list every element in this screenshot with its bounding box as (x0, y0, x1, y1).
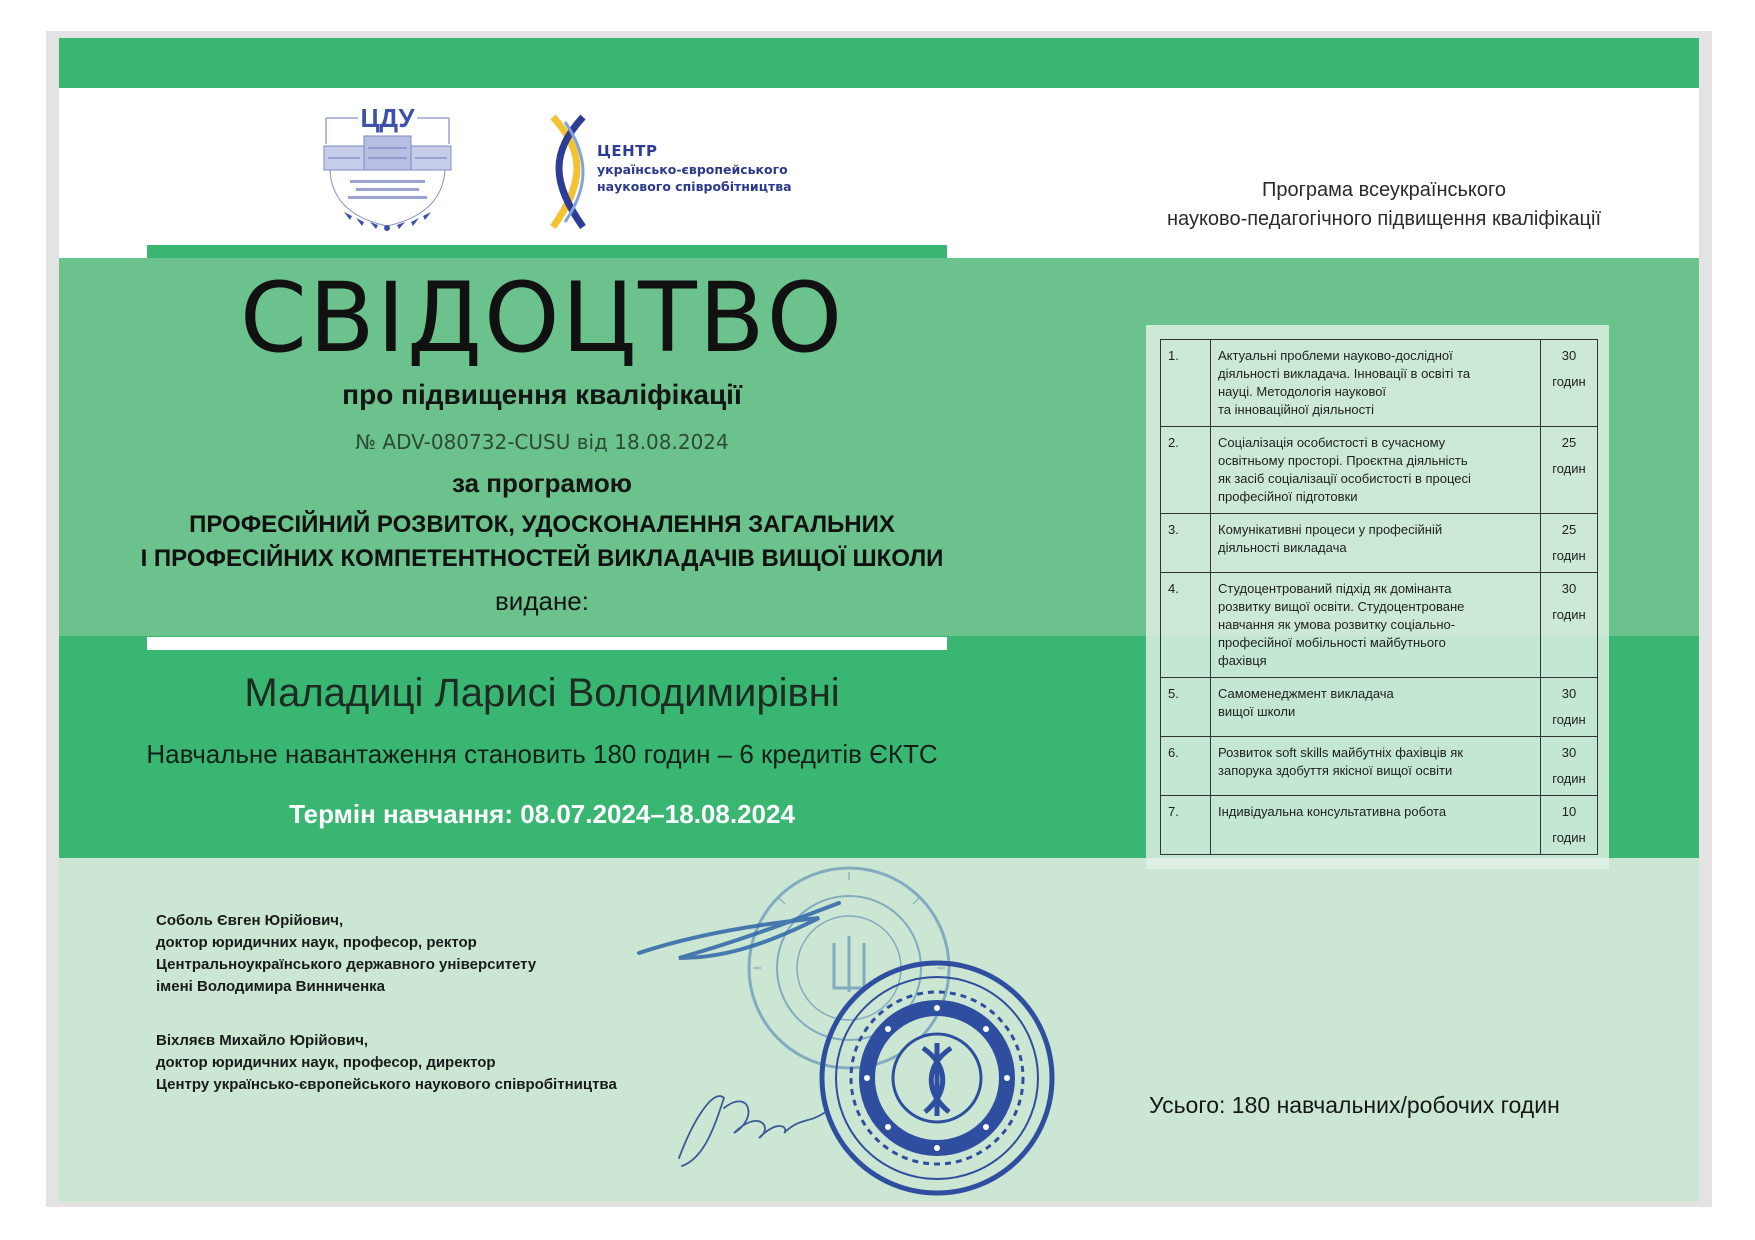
module-hours-value: 30 (1561, 745, 1577, 760)
module-row (1161, 678, 1598, 737)
module-number (1161, 427, 1211, 514)
module-topic-line: вищої школи (1218, 704, 1296, 719)
module-topic-line: діяльності викладача. Інновації в освіті та (1218, 366, 1471, 381)
module-hours-value: 30 (1561, 581, 1577, 596)
module-hours-value: 30 (1561, 348, 1577, 363)
module-number (1161, 340, 1211, 427)
certificate-title: СВІДОЦТВО (239, 262, 845, 374)
module-row (1161, 573, 1598, 678)
center-logo-text (597, 142, 792, 195)
module-topic (1211, 796, 1541, 855)
module-hours (1541, 796, 1598, 855)
module-row (1161, 796, 1598, 855)
module-topic-line: освітньому просторі. Проєктна діяльність (1218, 453, 1468, 468)
signer-name: Соболь Євген Юрійович, (156, 912, 344, 929)
signer-name: Віхляєв Михайло Юрійович, (156, 1032, 369, 1049)
workload-text: Навчальне навантаження становить 180 годин – 6 кредитів ЄКТС (146, 739, 938, 769)
signer-director (156, 1030, 676, 1096)
module-topic (1211, 573, 1541, 678)
program-heading-line1: Програма всеукраїнського (1262, 179, 1506, 201)
university-building-icon (320, 104, 455, 236)
top-green-band (59, 38, 1699, 88)
module-topic (1211, 514, 1541, 573)
module-topic (1211, 340, 1541, 427)
module-row (1161, 514, 1598, 573)
module-number-text: 7. (1168, 804, 1179, 819)
module-hours-unit: годин (1552, 712, 1586, 727)
module-topic-line: Актуальні проблеми науково-дослідної (1218, 348, 1453, 363)
module-number-text: 4. (1168, 581, 1179, 596)
signer-organization: Центральноукраїнського державного університету (156, 956, 537, 973)
module-hours (1541, 737, 1598, 796)
certificate (59, 38, 1699, 1202)
module-topic (1211, 427, 1541, 514)
study-term: Термін навчання: 08.07.2024–18.08.2024 (289, 799, 795, 829)
module-hours-unit: годин (1552, 461, 1586, 476)
recipient-name: Маладиці Ларисі Володимирівні (244, 671, 840, 715)
module-number (1161, 796, 1211, 855)
center-logo-helix-icon (545, 112, 591, 232)
signer-degree: доктор юридичних наук, професор, ректор (156, 934, 477, 951)
module-topic-line: запорука здобуття якісної вищої освіти (1218, 763, 1453, 778)
module-topic-line: фахівця (1218, 653, 1267, 668)
module-row (1161, 427, 1598, 514)
module-topic-line: Студоцентрований підхід як домінанта (1218, 581, 1452, 596)
module-number (1161, 678, 1211, 737)
center-logo (545, 112, 845, 232)
module-topic-line: Соціалізація особистості в сучасному (1218, 435, 1446, 450)
module-topic-line: Самоменеджмент викладача (1218, 686, 1394, 701)
program-heading-line2: науково-педагогічного підвищення кваліфікації (1167, 208, 1601, 230)
issued-label: видане: (494, 586, 589, 616)
center-logo-line1: ЦЕНТР (597, 142, 658, 160)
signer-organization-cont: імені Володимира Винниченка (156, 978, 386, 995)
certificate-number: № ADV-080732-CUSU від 18.08.2024 (355, 430, 729, 454)
module-hours-unit: годин (1552, 771, 1586, 786)
module-topic (1211, 737, 1541, 796)
module-row (1161, 737, 1598, 796)
module-topic-line: професійної підготовки (1218, 489, 1358, 504)
total-hours: Усього: 180 навчальних/робочих годин (1149, 1092, 1560, 1118)
module-topic-line: Індивідуальна консультативна робота (1218, 804, 1447, 819)
module-topic-line: діяльності викладача (1218, 540, 1347, 555)
module-hours-unit: годин (1552, 830, 1586, 845)
module-hours-value: 25 (1561, 522, 1577, 537)
center-logo-line2: українсько-європейського (597, 162, 788, 177)
module-hours (1541, 573, 1598, 678)
module-row (1161, 340, 1598, 427)
module-hours-value: 10 (1561, 804, 1577, 819)
module-topic-line: розвитку вищої освіти. Студоцентроване (1218, 599, 1465, 614)
module-hours-unit: годин (1552, 607, 1586, 622)
module-hours (1541, 678, 1598, 737)
white-divider-stripe (147, 637, 947, 650)
module-hours (1541, 514, 1598, 573)
module-number (1161, 573, 1211, 678)
center-logo-line3: наукового співробітництва (597, 179, 792, 194)
module-topic-line: Комунікативні процеси у професійній (1218, 522, 1443, 537)
program-heading (1099, 176, 1669, 234)
module-number-text: 1. (1168, 348, 1179, 363)
program-name-line1: ПРОФЕСІЙНИЙ РОЗВИТОК, УДОСКОНАЛЕННЯ ЗАГАЛЬНИХ (189, 511, 895, 538)
certificate-subtitle: про підвищення кваліфікації (342, 379, 742, 410)
module-topic-line: Розвиток soft skills майбутніх фахівців як (1218, 745, 1464, 760)
program-name-line2: І ПРОФЕСІЙНИХ КОМПЕТЕНТНОСТЕЙ ВИКЛАДАЧІВ ВИЩОЇ ШКОЛИ (140, 545, 944, 572)
module-number-text: 3. (1168, 522, 1179, 537)
module-topic-line: як засіб соціалізації особистості в процесі (1218, 471, 1471, 486)
module-hours (1541, 427, 1598, 514)
module-hours-unit: годин (1552, 548, 1586, 563)
signer-rector (156, 910, 676, 998)
module-hours-value: 30 (1561, 686, 1577, 701)
university-logo-text: ЦДУ (360, 103, 415, 133)
modules-table (1160, 339, 1598, 855)
module-topic (1211, 678, 1541, 737)
module-number (1161, 737, 1211, 796)
module-topic-line: та інноваційної діяльності (1218, 402, 1374, 417)
signer-degree: доктор юридичних наук, професор, директор (156, 1054, 496, 1071)
module-number-text: 6. (1168, 745, 1179, 760)
module-topic-line: навчання як умова розвитку соціально- (1218, 617, 1456, 632)
signers-block (156, 910, 676, 1128)
program-name (59, 508, 1025, 576)
module-hours-unit: годин (1552, 374, 1586, 389)
university-logo (320, 104, 455, 236)
module-number (1161, 514, 1211, 573)
program-label: за програмою (452, 468, 632, 498)
module-hours-value: 25 (1561, 435, 1577, 450)
signer-organization: Центру українсько-європейського наукового співробітництва (156, 1076, 617, 1093)
title-top-stripe (147, 245, 947, 258)
module-topic-line: науці. Методологія наукової (1218, 384, 1387, 399)
module-number-text: 5. (1168, 686, 1179, 701)
module-number-text: 2. (1168, 435, 1179, 450)
module-hours (1541, 340, 1598, 427)
modules-panel (1146, 325, 1609, 869)
module-topic-line: професійної мобільності майбутнього (1218, 635, 1446, 650)
